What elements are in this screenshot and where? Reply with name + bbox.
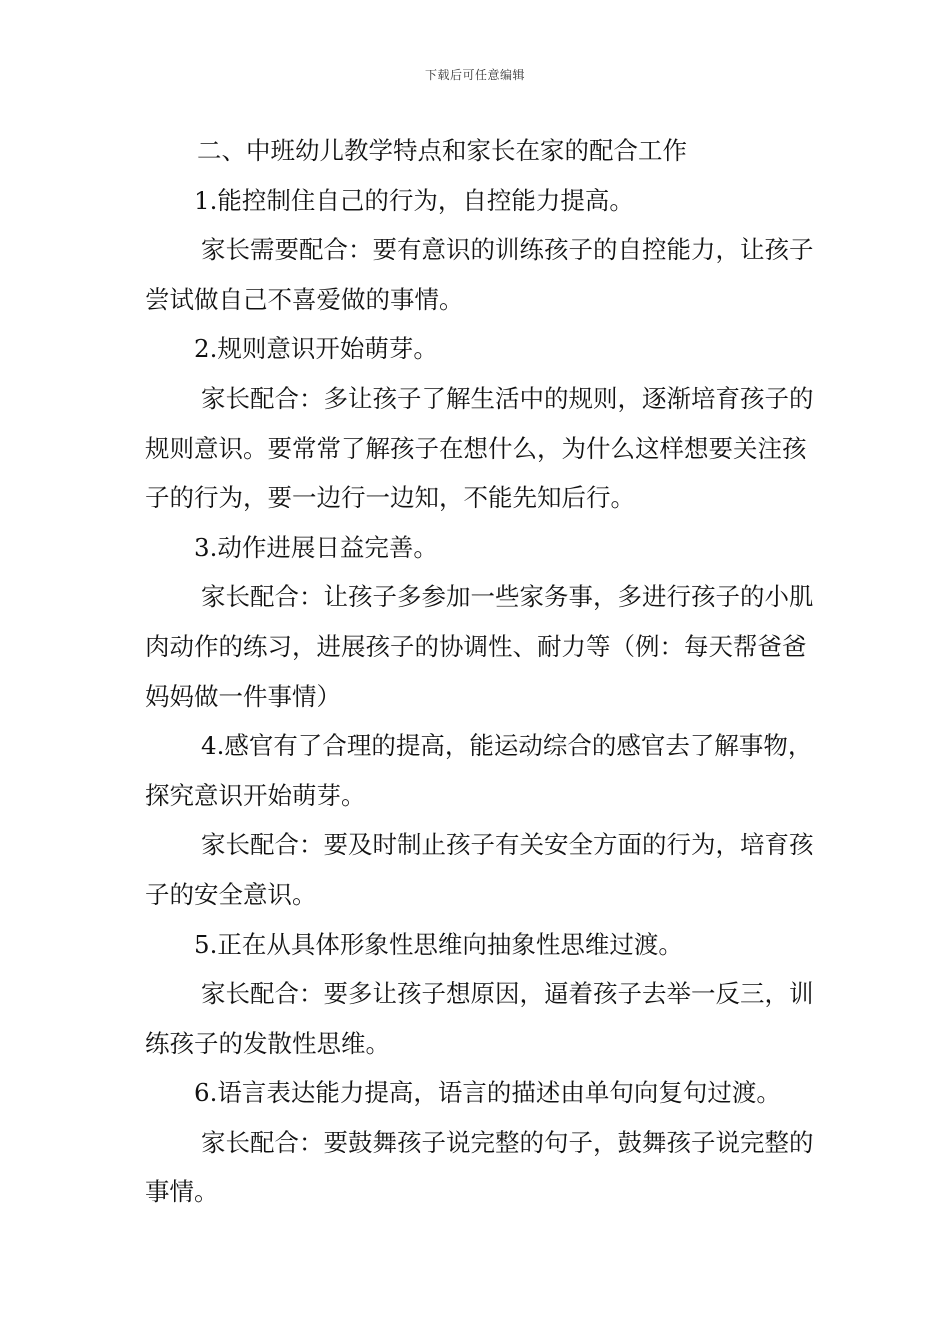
section-title: 二、中班幼儿教学特点和家长在家的配合工作 [197,136,687,165]
point-4: 4.感官有了合理的提高，能运动综合的感官去了解事物，探究意识开始萌芽。 [145,731,813,810]
parent-advice-4: 家长配合：要及时制止孩子有关安全方面的行为，培育孩子的安全意识。 [145,830,814,909]
parent-advice-6: 家长配合：要鼓舞孩子说完整的句子，鼓舞孩子说完整的事情。 [145,1127,814,1207]
point-3: 3.动作进展日益完善。 [194,532,438,562]
page-header-note: 下载后可任意编辑 [424,68,525,82]
parent-advice-1: 家长需要配合：要有意识的训练孩子的自控能力，让孩子尝试做自己不喜爱做的事情。 [145,235,814,314]
parent-advice-5: 家长配合：要多让孩子想原因，逼着孩子去举一反三，训练孩子的发散性思维。 [145,979,814,1058]
point-1: 1.能控制住自己的行为，自控能力提高。 [194,185,634,215]
parent-advice-3: 家长配合：让孩子多参加一些家务事，多进行孩子的小肌肉动作的练习，进展孩子的协调性、耐力等（例：每天帮爸爸妈妈做一件事情） [145,582,814,711]
document-body [145,126,815,1217]
point-2: 2.规则意识开始萌芽。 [194,334,438,364]
point-6: 6.语言表达能力提高，语言的描述由单句向复句过渡。 [194,1078,781,1108]
parent-advice-2: 家长配合：多让孩子了解生活中的规则，逐渐培育孩子的规则意识。要常常了解孩子在想什么，为什么这样想要关注孩子的行为，要一边行一边知，不能先知后行。 [145,383,814,513]
point-5: 5.正在从具体形象性思维向抽象性思维过渡。 [194,929,683,959]
